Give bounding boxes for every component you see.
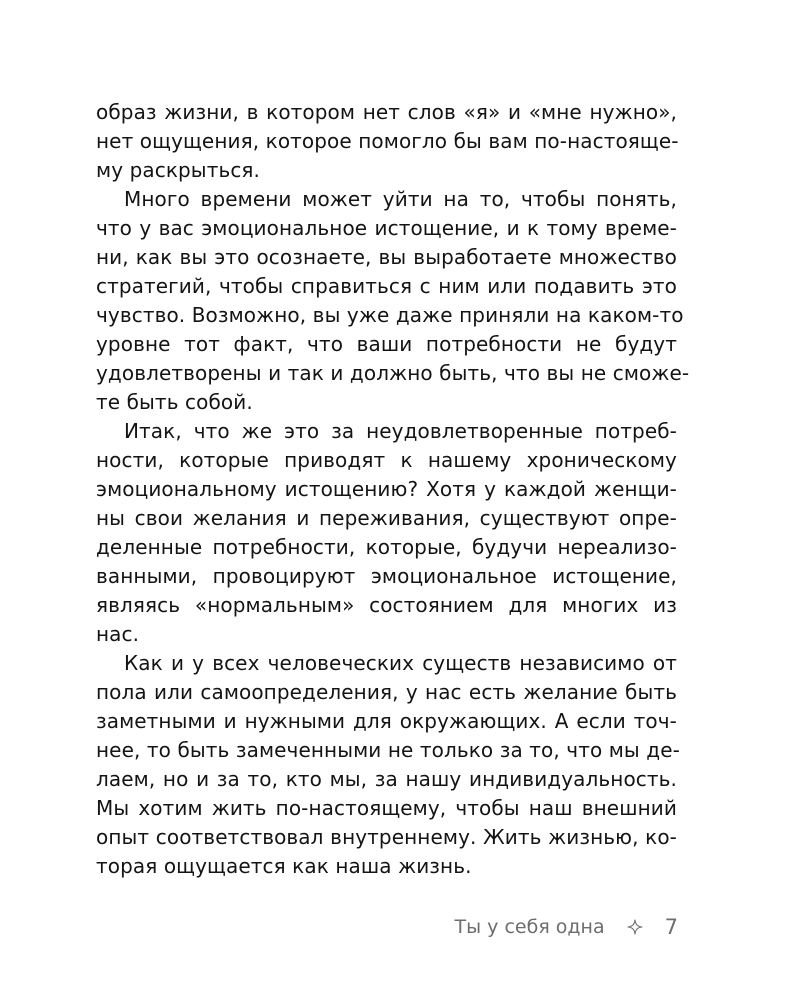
text-line: те быть собой. (96, 390, 253, 414)
text-line: чувство. Возможно, вы уже даже приняли на каком-то (96, 303, 684, 327)
running-title: Ты у себя одна (454, 916, 605, 938)
text-line: Мы хотим жить по-настоящему, чтобы наш внешний (96, 796, 677, 820)
page-number: 7 (664, 915, 678, 939)
text-line: ни, как вы это осознаете, вы выработаете множество (96, 245, 677, 269)
text-line: эмоциональному истощению? Хотя у каждой женщи- (96, 477, 677, 501)
text-line: Итак, что же это за неудовлетворенные потреб- (124, 419, 677, 443)
text-line: ванными, провоцируют эмоциональное истощение, (96, 564, 677, 588)
text-line: опыт соответствовал внутреннему. Жить жизнью, ко- (96, 825, 677, 849)
text-line: му раскрыться. (96, 158, 261, 182)
text-line: ности, которые приводят к нашему хроническому (96, 448, 677, 472)
text-line: заметными и нужными для окружающих. А если точ- (96, 709, 677, 733)
text-line: уровне тот факт, что ваши потребности не будут (96, 332, 677, 356)
text-line: лаем, но и за то, кто мы, за нашу индивидуальность. (96, 767, 677, 791)
page-footer (420, 912, 678, 942)
text-line: образ жизни, в котором нет слов «я» и «мне нужно», (96, 100, 677, 124)
text-line: пола или самоопределения, у нас есть желание быть (96, 680, 677, 704)
text-line: что у вас эмоциональное истощение, и к тому време- (96, 216, 677, 240)
text-line: деленные потребности, которые, будучи нереализо- (96, 535, 677, 559)
text-line: ны свои желания и переживания, существуют опре- (96, 506, 677, 530)
text-line: нее, то быть замеченными не только за то, что мы де- (96, 738, 680, 762)
text-line: торая ощущается как наша жизнь. (96, 854, 472, 878)
text-line: Как и у всех человеческих существ независимо от (124, 651, 677, 675)
text-line: удовлетворены и так и должно быть, что вы не сможе- (96, 361, 690, 385)
four-point-star-icon (627, 919, 643, 935)
text-line: стратегий, чтобы справиться с ним или подавить это (96, 274, 677, 298)
text-line: нет ощущения, которое помогло бы вам по-настояще- (96, 129, 679, 153)
text-line: Много времени может уйти на то, чтобы понять, (124, 187, 677, 211)
text-line: являясь «нормальным» состоянием для многих из (96, 593, 677, 617)
text-line: нас. (96, 622, 140, 646)
